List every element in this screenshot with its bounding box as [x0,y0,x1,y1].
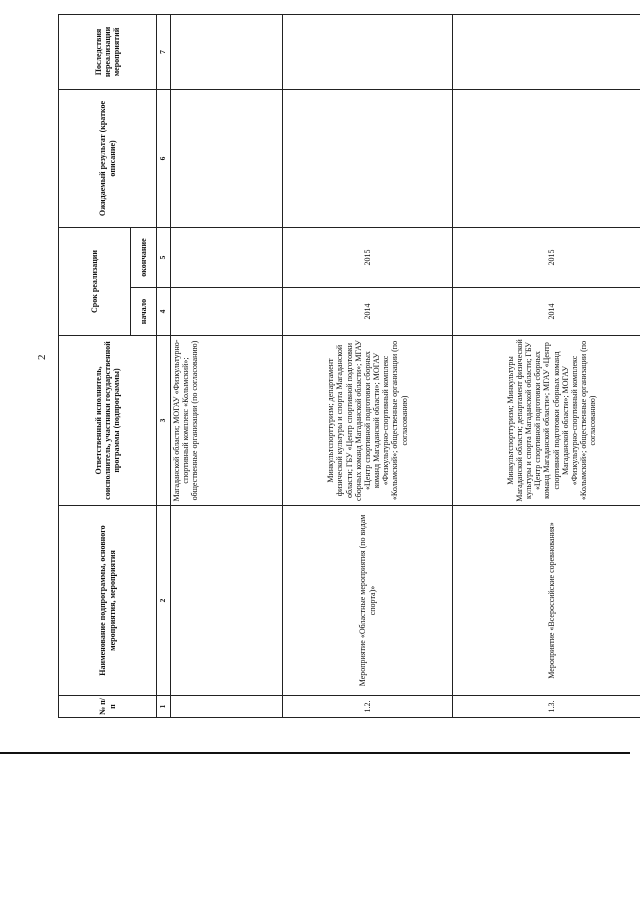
cell-executor: Минкультспорттуризм; департамент физической культуры и спорта Магаданской области; ГБУ «Центр спортивной подготовки сборных команд Магаданской области»; МГАУ «Центр спортивной подготовки сборных команд Магаданской области»; МОГАУ «Физкультурно-спортивный комплекс «Колымский»; общественные организации (по согласованию) [283,336,453,506]
header-period: Срок реализации [59,227,131,335]
cell-end: 2015 [453,227,640,287]
cell-result [453,89,640,227]
cell-start [171,288,283,336]
column-number: 1 [157,696,171,718]
header-name: Наименование подпрограммы, основного мероприятия, мероприятия [59,506,157,696]
header-result: Ожидаемый результат (краткое описание) [59,89,157,227]
column-number: 7 [157,14,171,89]
header-start: начало [131,288,157,336]
header-consequences: Последствия нереализации мероприятий [59,14,157,89]
cell-name: Мероприятие «Всероссийские соревнования» [453,506,640,696]
table-row [283,14,453,717]
cell-consequences [283,14,453,89]
cell-num: 1.2. [283,696,453,718]
cell-result [171,89,283,227]
cell-num: 1.3. [453,696,640,718]
cell-result [283,89,453,227]
header-executor: Ответственный исполнитель, соисполнитель, участники государственной программы (подпрограммы) [59,336,157,506]
header-end: окончание [131,227,157,287]
column-number: 5 [157,227,171,287]
column-number: 2 [157,506,171,696]
horizontal-rule [0,752,630,754]
cell-executor: Магаданской области; МОГАУ «Физкультурно-спортивный комплекс «Колымский»; общественные организации (по согласованию) [171,336,283,506]
column-number: 6 [157,89,171,227]
column-number: 3 [157,336,171,506]
cell-num [171,696,283,718]
cell-start: 2014 [453,288,640,336]
cell-start: 2014 [283,288,453,336]
cell-consequences [453,14,640,89]
header-num: № п/п [59,696,157,718]
cell-name [171,506,283,696]
column-numbers-row [157,14,171,717]
cell-end: 2015 [283,227,453,287]
cell-executor: Минкультспорттуризм; Минкультуры Магаданской области; департамент физической культуры и спорта Магаданской области; ГБУ «Центр спортивной подготовки сборных команд Магаданской области»; МГАУ «Центр спортивной подготовки сборных команд Магаданской области»; МОГАУ «Физкультурно-спортивный комплекс «Колымский»; общественные организации (по согласованию) [453,336,640,506]
cell-consequences [171,14,283,89]
table-row [453,14,640,717]
cell-end [171,227,283,287]
header-row [59,14,131,717]
program-table [58,14,640,718]
page-number: 2 [36,354,48,360]
cell-name: Мероприятие «Областные мероприятия (по видам спорта)» [283,506,453,696]
table-row [171,14,283,717]
column-number: 4 [157,288,171,336]
